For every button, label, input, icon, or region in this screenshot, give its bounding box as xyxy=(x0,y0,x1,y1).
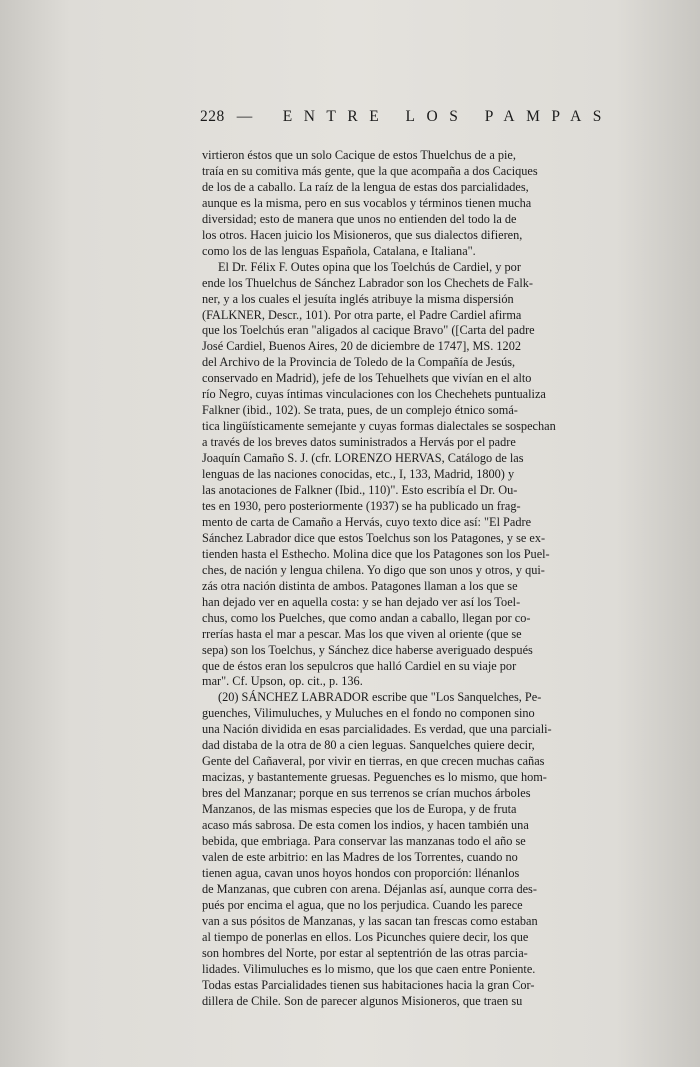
text-line: los otros. Hacen juicio los Misioneros, que sus dialectos difieren, xyxy=(202,227,523,242)
text-line: pués por encima el agua, que no los perjudica. Cuando les parece xyxy=(202,897,523,912)
text-line: que de éstos eran los sepulcros que halló Cardiel en su viaje por xyxy=(202,658,517,673)
text-line: del Archivo de la Provincia de Toledo de la Compañía de Jesús, xyxy=(202,355,516,370)
running-header xyxy=(200,108,640,130)
text-line: mento de carta de Camaño a Hervás, cuyo texto dice así: "El Padre xyxy=(202,514,532,529)
text-line: rrerías hasta el mar a pescar. Mas los que viven al oriente (que se xyxy=(202,626,522,641)
text-line: José Cardiel, Buenos Aires, 20 de diciembre de 1747], MS. 1202 xyxy=(202,339,521,354)
text-line: valen de este arbitrio: en las Madres de los Torrentes, cuando no xyxy=(202,849,518,864)
text-line: Falkner (ibid., 102). Se trata, pues, de un complejo étnico somá- xyxy=(202,403,518,418)
text-line: (FALKNER, Descr., 101). Por otra parte, el Padre Cardiel afirma xyxy=(202,307,522,322)
text-line: chus, como los Puelches, que como andan a caballo, llegan por co- xyxy=(202,610,531,625)
text-line: tica lingüísticamente semejante y cuyas formas dialectales se sospechan xyxy=(202,419,556,434)
page-body-text xyxy=(202,148,622,1008)
text-line: acaso más sabrosa. De esta comen los indios, y hacen también una xyxy=(202,818,529,833)
text-line: guenches, Vilimuluches, y Muluches en el fondo no componen sino xyxy=(202,706,535,721)
text-line: mar". Cf. Upson, op. cit., p. 136. xyxy=(202,674,363,689)
text-line: a través de los breves datos suministrados a Hervás por el padre xyxy=(202,435,516,450)
header-dash: — xyxy=(236,108,253,125)
text-line: Sánchez Labrador dice que estos Toelchus son los Patagones, y se ex- xyxy=(202,530,546,545)
page-number: 228 xyxy=(200,108,225,125)
text-line: ches, de nación y lengua chilena. Yo digo que son unos y otros, y qui- xyxy=(202,562,545,577)
text-line: una Nación dividida en esas parcialidades. Es verdad, que una parciali- xyxy=(202,722,552,737)
text-line: río Negro, cuyas íntimas vinculaciones con los Chechehets puntualiza xyxy=(202,387,546,402)
text-line: Joaquín Camaño S. J. (cfr. LORENZO HERVAS, Catálogo de las xyxy=(202,451,524,466)
text-line: como los de las lenguas Española, Catalana, e Italiana". xyxy=(202,243,476,258)
text-line: que los Toelchús eran "aligados al cacique Bravo" ([Carta del padre xyxy=(202,323,535,338)
text-line: aunque es la misma, pero en sus vocablos y términos tienen mucha xyxy=(202,195,532,210)
text-line: tienen agua, cavan unos hoyos hondos con proporción: llénanlos xyxy=(202,865,520,880)
text-line: las anotaciones de Falkner (Ibid., 110)". Esto escribía el Dr. Ou- xyxy=(202,483,518,498)
text-line: traía en su comitiva más gente, que la que acompaña a dos Caciques xyxy=(202,163,538,178)
text-line: zás otra nación distinta de ambos. Patagones llaman a los que se xyxy=(202,578,518,593)
text-line: Manzanos, de las mismas especies que los de Europa, y de fruta xyxy=(202,802,517,817)
text-line: han dejado ver en aquella costa: y se han dejado ver así los Toel- xyxy=(202,594,521,609)
text-line: dad distaba de la otra de 80 a cien leguas. Sanquelches quiere decir, xyxy=(202,738,535,753)
text-line: macizas, y bastantemente gruesas. Peguenches es lo mismo, que hom- xyxy=(202,770,547,785)
text-line: ner, y a los cuales el jesuíta inglés atribuye la misma dispersión xyxy=(202,291,514,306)
text-line: diversidad; esto de manera que unos no entienden del todo la de xyxy=(202,211,517,226)
text-line: tes en 1930, pero posteriormente (1937) se ha publicado un frag- xyxy=(202,498,521,513)
text-line: van a sus pósitos de Manzanas, y las sacan tan frescas como estaban xyxy=(202,913,538,928)
text-line: al tiempo de ponerlas en ellos. Los Picunches quiere decir, los que xyxy=(202,929,529,944)
text-line: de Manzanas, que cubren con arena. Déjanlas así, aunque corra des- xyxy=(202,881,537,896)
text-line: tienden hasta el Esthecho. Molina dice que los Patagones son los Puel- xyxy=(202,546,550,561)
text-line: son hombres del Norte, por estar al septentrión de las otras parcia- xyxy=(202,945,528,960)
text-line: conservado en Madrid), jefe de los Tehuelhets que vivían en el alto xyxy=(202,371,532,386)
text-line: ende los Thuelchus de Sánchez Labrador son los Chechets de Falk- xyxy=(202,275,534,290)
text-line: Gente del Cañaveral, por vivir en tierras, en que crecen muchas cañas xyxy=(202,754,545,769)
text-line: El Dr. Félix F. Outes opina que los Toelchús de Cardiel, y por xyxy=(218,259,521,274)
text-line: dillera de Chile. Son de parecer algunos Misioneros, que traen su xyxy=(202,993,523,1008)
running-title: ENTRE LOS PAMPAS xyxy=(282,108,613,125)
text-line: virtieron éstos que un solo Cacique de estos Thuelchus de a pie, xyxy=(202,148,516,162)
text-line: lidades. Vilimuluches es lo mismo, que los que caen entre Poniente. xyxy=(202,961,536,976)
text-line: de los de a caballo. La raíz de la lengua de estas dos parcialidades, xyxy=(202,179,529,194)
text-line: lenguas de las naciones conocidas, etc., I, 133, Madrid, 1800) y xyxy=(202,467,515,482)
text-line: bebida, que embriaga. Para conservar las manzanas todo el año se xyxy=(202,833,526,848)
text-line: Todas estas Parcialidades tienen sus habitaciones hacia la gran Cor- xyxy=(202,977,535,992)
text-line: sepa) son los Toelchus, y Sánchez dice haberse averiguado después xyxy=(202,642,533,657)
text-line: bres del Manzanar; porque en sus terrenos se crían muchos árboles xyxy=(202,786,531,801)
text-line: (20) SÁNCHEZ LABRADOR escribe que "Los Sanquelches, Pe- xyxy=(218,690,542,705)
